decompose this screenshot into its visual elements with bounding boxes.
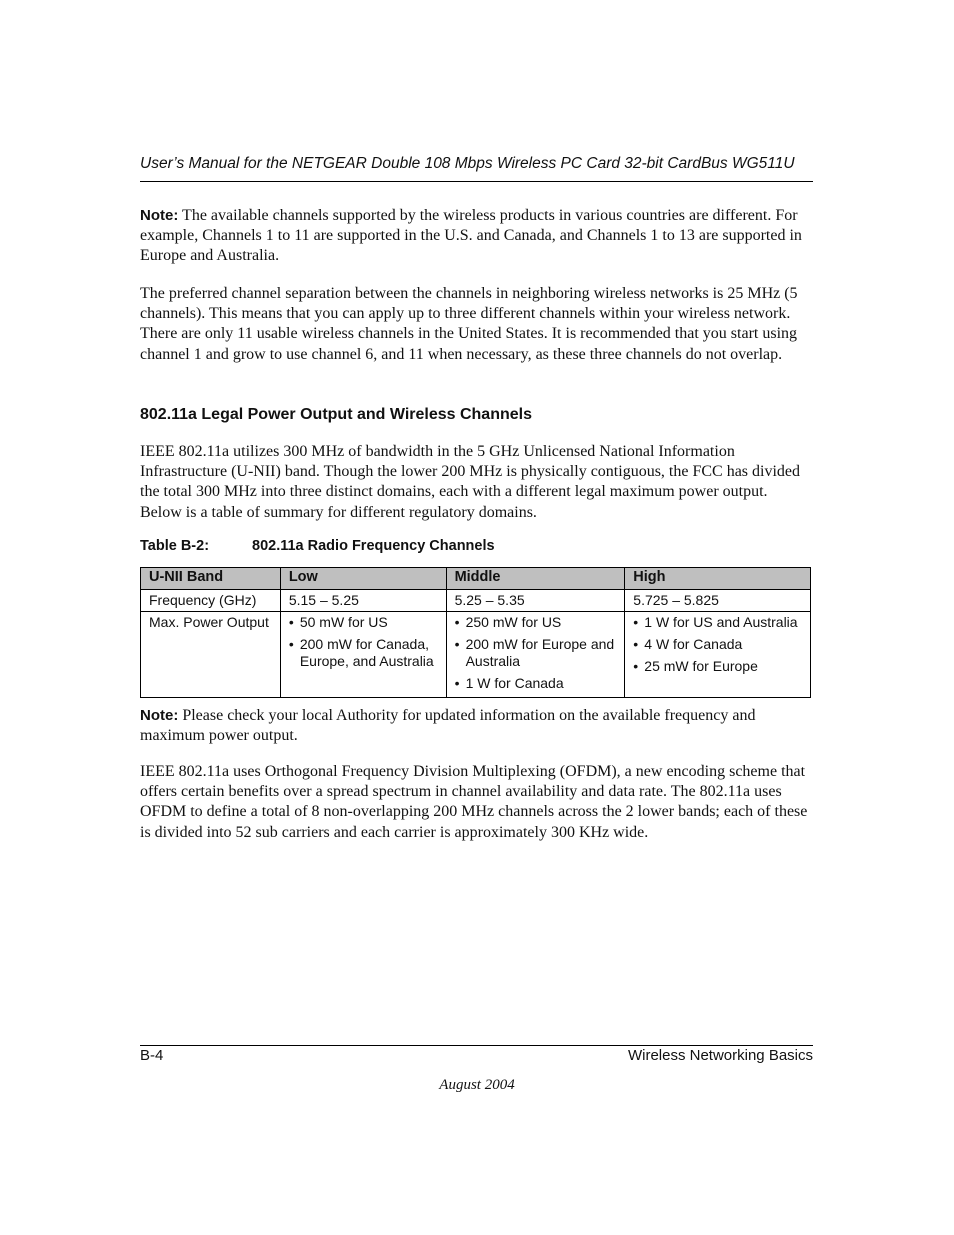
list-item: • 1 W for Canada bbox=[455, 675, 617, 692]
ofdm-paragraph: IEEE 802.11a uses Orthogonal Frequency Division Multiplexing (OFDM), a new encoding scheme that offers certain benefits over a spread spectrum in channel availability and data rate. The 802.11a uses OFDM to define a total of 8 non-overlapping 200 MHz channels across the 2 lower bands; each of these is divided into 52 sub carriers and each carrier is approximately 300 KHz wide. bbox=[140, 763, 808, 841]
power-middle-list bbox=[455, 614, 617, 692]
list-item: • 200 mW for Europe and Australia bbox=[455, 636, 617, 670]
note-label: Note: bbox=[140, 207, 179, 224]
list-item: • 25 mW for Europe bbox=[633, 658, 802, 675]
note-paragraph-authority bbox=[140, 706, 813, 746]
list-item: • 1 W for US and Australia bbox=[633, 614, 802, 631]
power-low bbox=[280, 612, 446, 698]
frequency-low: 5.15 – 5.25 bbox=[280, 590, 446, 612]
power-high bbox=[625, 612, 811, 698]
table-caption-title: 802.11a Radio Frequency Channels bbox=[252, 538, 495, 554]
table-header-row bbox=[141, 568, 811, 590]
table-caption-number: Table B-2: bbox=[140, 538, 210, 554]
note-label: Note: bbox=[140, 707, 179, 724]
header-high: High bbox=[625, 568, 811, 590]
channel-separation-paragraph: The preferred channel separation between the channels in neighboring wireless networks is 25 MHz (5 channels). This means that you can apply up to three different channels within your wireless network. There are only 11 usable wireless channels in the United States. It is recommended that you start using channel 1 and grow to use channel 6, and 11 when necessary, as these three channels do not overlap. bbox=[140, 285, 798, 363]
list-item: • 200 mW for Canada, Europe, and Australia bbox=[289, 636, 438, 670]
table-row-power bbox=[141, 612, 811, 698]
header-unii-band: U-NII Band bbox=[141, 568, 281, 590]
list-item: • 50 mW for US bbox=[289, 614, 438, 631]
note-text: Please check your local Authority for updated information on the available frequency and maximum power output. bbox=[140, 707, 756, 745]
table-row-frequency bbox=[141, 590, 811, 612]
running-header: User’s Manual for the NETGEAR Double 108 Mbps Wireless PC Card 32-bit CardBus WG511U bbox=[140, 155, 795, 172]
chapter-title: Wireless Networking Basics bbox=[627, 1047, 813, 1064]
header-rule bbox=[140, 181, 813, 182]
list-item: • 4 W for Canada bbox=[633, 636, 802, 653]
frequency-middle: 5.25 – 5.35 bbox=[446, 590, 625, 612]
radio-frequency-table bbox=[140, 567, 811, 698]
power-label: Max. Power Output bbox=[141, 612, 281, 698]
header-low: Low bbox=[280, 568, 446, 590]
note-paragraph-channels bbox=[140, 206, 813, 267]
list-item: • 250 mW for US bbox=[455, 614, 617, 631]
power-middle bbox=[446, 612, 625, 698]
publication-date: August 2004 bbox=[439, 1077, 515, 1093]
frequency-label: Frequency (GHz) bbox=[141, 590, 281, 612]
ieee-bandwidth-paragraph: IEEE 802.11a utilizes 300 MHz of bandwidth in the 5 GHz Unlicensed National Information Infrastructure (U-NII) band. Though the lower 200 MHz is physically contiguous, the FCC has divided the total 300 MHz into three distinct domains, each with a different legal maximum power output. Below is a table of summary for different regulatory domains. bbox=[140, 443, 801, 521]
table-caption bbox=[140, 538, 495, 554]
note-text: The available channels supported by the wireless products in various countries are different. For example, Channels 1 to 11 are supported in the U.S. and Canada, and Channels 1 to 13 are supported in Europe and Australia. bbox=[140, 207, 802, 265]
header-middle: Middle bbox=[446, 568, 625, 590]
power-high-list bbox=[633, 614, 802, 675]
page-number: B-4 bbox=[140, 1047, 164, 1064]
frequency-high: 5.725 – 5.825 bbox=[625, 590, 811, 612]
footer-rule bbox=[140, 1045, 813, 1046]
section-heading: 802.11a Legal Power Output and Wireless Channels bbox=[140, 406, 532, 423]
power-low-list bbox=[289, 614, 438, 670]
